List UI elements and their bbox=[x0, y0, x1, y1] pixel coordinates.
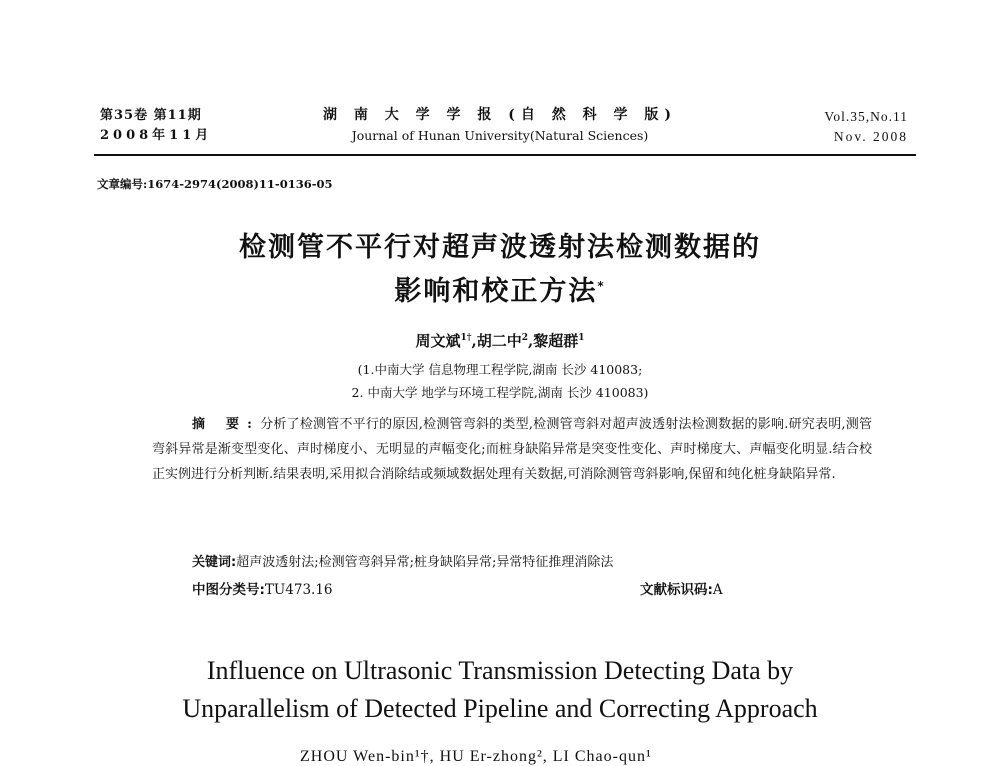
header-rule bbox=[94, 154, 916, 156]
abstract-text: 分析了检测管不平行的原因,检测管弯斜的类型,检测管弯斜对超声波透射法检测数据的影响.研究表明,测管弯斜异常是渐变型变化、声时梯度小、无明显的声幅变化;而桩身缺陷异常是突变性变化、声时梯度大、声幅变化明显.结合校正实例进行分析判断.结果表明,采用拟合消除结或频域数据处理有关数据,可消除测管弯斜影响,保留和纯化桩身缺陷异常. bbox=[152, 417, 872, 482]
classification bbox=[192, 578, 333, 598]
affiliation-1: (1.中南大学 信息物理工程学院,湖南 长沙 410083; bbox=[357, 362, 643, 377]
date-en: Nov. 2008 bbox=[833, 129, 908, 144]
affiliation-2: 2. 中南大学 地学与环境工程学院,湖南 长沙 410083) bbox=[351, 385, 649, 400]
author-3: ,黎超群 bbox=[527, 332, 579, 350]
title-cn-line1: 检测管不平行对超声波透射法检测数据的 bbox=[239, 232, 761, 263]
volume-en: Vol.35,No.11 bbox=[824, 109, 908, 124]
journal-name-en: Journal of Hunan University(Natural Sciences) bbox=[351, 128, 649, 143]
title-en-line2: Unparallelism of Detected Pipeline and Correcting Approach bbox=[182, 694, 818, 723]
title-cn-line2 bbox=[0, 266, 1000, 312]
keywords-label: 关键词: bbox=[192, 555, 237, 570]
title-cn-line2-text: 影响和校正方法 bbox=[394, 276, 598, 307]
author-2-sup: 2 bbox=[521, 333, 528, 343]
classification-value: TU473.16 bbox=[264, 582, 333, 598]
author-1: 周文斌 bbox=[415, 332, 461, 350]
abstract-label: 摘 要: bbox=[192, 417, 260, 432]
keywords-text: 超声波透射法;检测管弯斜异常;桩身缺陷异常;异常特征推理消除法 bbox=[236, 555, 614, 570]
funding-mark: * bbox=[597, 279, 606, 293]
classification-label: 中图分类号: bbox=[192, 582, 265, 598]
document-code-label: 文献标识码: bbox=[640, 582, 713, 598]
article-number: 文章编号:1674-2974(2008)11-0136-05 bbox=[97, 177, 333, 191]
document-code-value: A bbox=[712, 582, 723, 598]
publication-date: 2008年11月 bbox=[100, 128, 213, 143]
volume-issue: 第35卷 第11期 bbox=[100, 108, 202, 123]
author-1-sup: 1† bbox=[460, 333, 472, 343]
document-code bbox=[640, 578, 723, 598]
author-2: ,胡二中 bbox=[471, 332, 522, 350]
title-en-line1: Influence on Ultrasonic Transmission Detecting Data by bbox=[206, 656, 794, 685]
journal-name-cn: 湖 南 大 学 学 报 (自 然 科 学 版) bbox=[323, 107, 677, 123]
authors bbox=[0, 330, 1000, 351]
authors-en: ZHOU Wen-bin¹†, HU Er-zhong², LI Chao-qun¹ bbox=[300, 748, 652, 765]
keywords bbox=[192, 551, 613, 570]
abstract bbox=[152, 412, 872, 487]
author-3-sup: 1 bbox=[578, 333, 585, 343]
